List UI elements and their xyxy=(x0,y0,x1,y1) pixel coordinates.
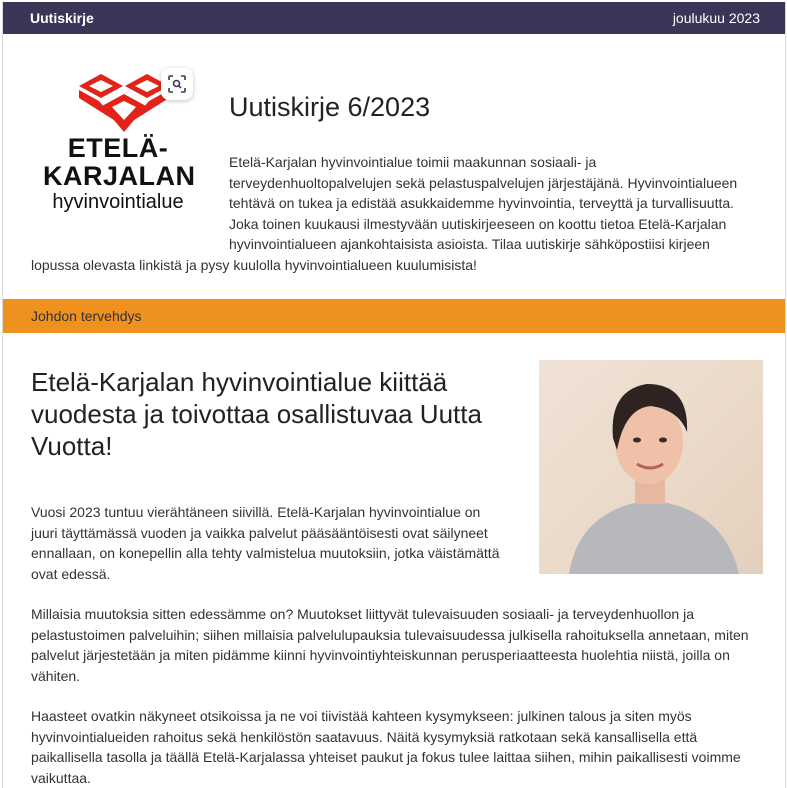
logo-line-3: hyvinvointialue xyxy=(52,191,184,213)
newsletter-label: Uutiskirje xyxy=(30,10,94,26)
author-photo xyxy=(539,360,763,574)
visual-search-button[interactable] xyxy=(161,68,193,100)
section-header xyxy=(3,299,786,333)
article-paragraph-3: Haasteet ovatkin näkyneet otsikoissa ja ne voi tiivistää kahteen kysymykseen: julkinen talous ja siten myös hyvinvointialueiden rahoitus sekä henkilöstön saatavuus. Näitä kysymyksiä ratkotaan sekä kansallisella että paikallisella tasolla ja täällä Etelä-Karjalassa yhteiset paukut ja fokus tulee laittaa siihen, mihin paikallisesti voimme vaikuttaa. xyxy=(31,708,741,786)
article xyxy=(31,360,763,788)
article-paragraph-1: Vuosi 2023 tuntuu vierähtäneen siivillä. Etelä-Karjalan hyvinvointialue on juuri täyttämässä vuoden ja vaikka palvelut pääsääntöisesti ovat säilyneet ennallaan, on konepellin alla tehty valmistelua muutoksiin, jotka väistämättä ovat edessä. xyxy=(31,504,500,582)
intro-heading: Uutiskirje 6/2023 xyxy=(229,92,431,122)
section-label: Johdon tervehdys xyxy=(31,308,142,324)
top-bar xyxy=(3,2,785,34)
issue-date: joulukuu 2023 xyxy=(672,10,760,26)
person-portrait-icon xyxy=(539,360,763,574)
article-paragraph-2: Millaisia muutoksia sitten edessämme on? Muutokset liittyvät tulevaisuuden sosiaali- ja terveydenhuollon ja pelastustoimen palveluihin; siihen millaisia palvelulupauksia tulevaisuudessa julkisella rahoituksella annetaan, miten palvelut järjestetään ja miten pidämme kiinni hyvinvointiyhteiskunnan perusperiaatteesta huolehtia niistä, joilla on vähiten. xyxy=(31,606,749,684)
intro-body: Etelä-Karjalan hyvinvointialue toimii maakunnan sosiaali- ja terveydenhuoltopalvelujen sekä pelastuspalvelujen järjestäjänä. Hyvinvointialueen tehtävä on tukea ja edistää asukkaidemme hyvinvointia, terveyttä ja turvallisuutta. Joka toinen kuukausi ilmestyvään uutiskirjeeseen on koottu tietoa Etelä-Karjalan hyvinvointialueen ajankohtaisista asioista. Tilaa uutiskirje sähköpostiisi kirjeen lopussa olevasta linkistä ja pysy kuulolla hyvinvointialueen kuulumisista! xyxy=(31,154,738,273)
newsletter-frame xyxy=(2,2,786,788)
scan-icon xyxy=(168,75,186,93)
logo-line-2: KARJALAN xyxy=(43,161,196,191)
intro-section xyxy=(3,34,785,299)
logo-line-1: ETELÄ- xyxy=(67,133,169,163)
logo-hearts-icon xyxy=(79,74,169,132)
article-title: Etelä-Karjalan hyvinvointialue kiittää vuodesta ja toivottaa osallistuvaa Uutta Vuotta! xyxy=(31,367,482,461)
